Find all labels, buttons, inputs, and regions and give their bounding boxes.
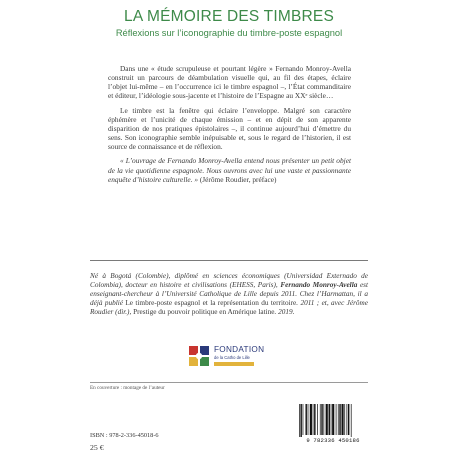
bio-part-4: . 2019. <box>274 308 295 317</box>
cover-credit: En couverture : montage de l’auteur <box>90 385 165 391</box>
author-name: Fernando Monroy-Avella <box>280 281 358 290</box>
fondation-bar <box>214 362 254 366</box>
summary-paragraph-1: Dans une « étude scrupuleuse et pourtant légère » Fernando Monroy-Avella construit un parcours de déambulation visuelle qui, au fil des étapes, éclaire l’objet lui-même – en l’occurrence ici le timbre espagnol –, l’État commanditaire et éditeur, l’idéologie sous-jacente et l’histoire de l’Espagne au XXᵉ siècle… <box>108 64 351 101</box>
summary-paragraph-2: Le timbre est la fenêtre qui éclaire l’enveloppe. Malgré son caractère éphémère et l’unicité de chaque émission – et en dépit de son apparente disparition de nos pratiques épistolaires –, il continue aujourd’hui d’émettre du sens. Son iconographie semble inépuisable et, sous le regard de l’historien, il est source de connaissance et de réflexion. <box>108 105 351 152</box>
price-text: 25 € <box>90 443 104 452</box>
header <box>0 8 458 39</box>
book-subtitle: Réflexions sur l’iconographie du timbre-poste espagnol <box>115 28 343 38</box>
book-ref-2: Prestige du pouvoir politique en Amérique latine <box>133 308 275 317</box>
book-ref-1: Le timbre-poste espagnol et la représentation du territoire <box>125 299 297 308</box>
bio-part-1: Né à Bogotá (Colombie), diplômé en sciences économiques (Universidad Externado de Colombia), docteur en histoire et civilisations (EHESS, Paris), <box>90 272 368 290</box>
divider-bottom <box>90 382 368 383</box>
preface-quote <box>108 156 351 183</box>
fondation-name: FONDATION <box>214 345 265 354</box>
author-bio <box>90 272 368 317</box>
bio-part-2: est enseignant-chercheur à l’Université Catholique de Lille depuis 2011. Chez l’Harmattan, il a déjà publié <box>90 281 369 308</box>
barcode <box>296 404 370 446</box>
back-cover-summary <box>108 64 351 189</box>
bio-part-3: . 2011 ; et, avec Jérôme Roudier (dir.), <box>90 299 369 317</box>
isbn-text: ISBN : 978-2-336-45018-6 <box>90 432 159 439</box>
fondation-logo <box>188 343 278 371</box>
barcode-digits: 9 782336 450186 <box>296 437 370 444</box>
fondation-emblem-icon <box>188 345 210 367</box>
fondation-subtitle: de la Catho de Lille <box>214 355 250 360</box>
divider-top <box>90 260 368 261</box>
quote-author: (Jérôme Roudier, préface) <box>198 174 277 184</box>
book-title: LA MÉMOIRE DES TIMBRES <box>124 8 334 25</box>
barcode-bars-icon <box>296 404 370 438</box>
quote-text: « L’ouvrage de Fernando Monroy-Avella entend nous présenter un petit objet de la vie quotidienne espagnole. Nous ouvrons avec lui une vaste et passionnante enquête d’histoire culturelle. » <box>108 156 351 184</box>
